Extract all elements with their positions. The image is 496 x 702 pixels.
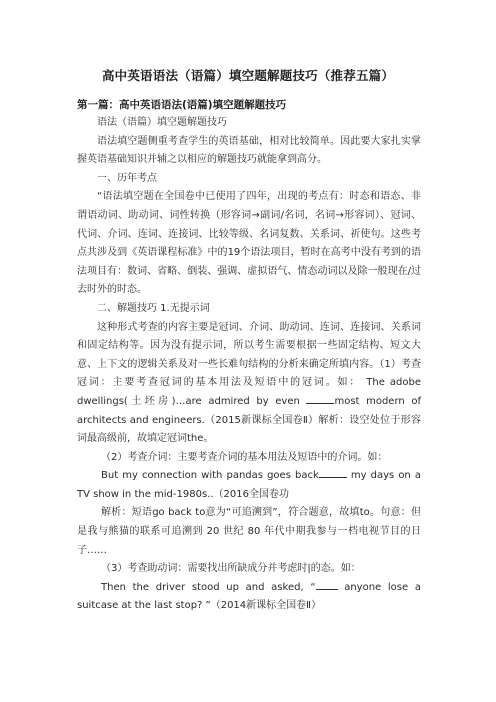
preposition-example [77,467,421,504]
preposition-analysis: 解析：短语go back to意为“可追溯到”，符合题意，故填to。句意：但是我与熊猫的联系可追溯到 20 世纪 80 年代中期我参与一档电视节目的日子…… [77,507,421,556]
history-heading: 一、历年考点 [97,172,157,184]
history-paragraph: “语法填空题在全国卷中已使用了四年，出现的考点有：时态和语态、非谓语动词、助动词、词性转换（形容词→副词/名词，名词→形容词）、冠词、代词、介词、连词、连接词、比较等级、名词复数、关系词、祈使句。这些考点共涉及到《英语课程标准》中的19个语法项目，暂时在高考中没有考到的语法项目有：数词、省略、倒装、强调、虚拟语气、情态动词以及除一般现在/过去时外的时态。 [77,191,421,296]
example-text-part1: Then the driver stood up and asked, “ [101,581,316,593]
auxiliary-example [77,579,421,616]
preposition-heading: （2）考查介词：主要考查介词的基本用法及短语中的介词。如： [101,451,388,463]
blank-line [306,394,334,404]
tips-paragraph [77,319,421,449]
intro-paragraph: 语法填空题侧重考查学生的英语基础，相对比较简单。因此要大家扎实掌握英语基础知识并辅之以相应的解题技巧就能拿到高分。 [77,135,421,166]
example-text-part2: my days on a TV show in the mid-1980s..（2016全国卷功 [77,470,421,500]
example-text-part2: anyone lose a suitcase at the last stop? ”（2014新课标全国卷Ⅱ） [77,581,421,612]
document-body [77,114,421,616]
section-heading: 第一篇：高中英语语法(语篇)填空题解题技巧 [77,99,287,111]
tips-heading: 二、解题技巧 1.无提示词 [97,302,210,314]
example-text-part1: But my connection with pandas goes back [101,470,319,482]
document-title: 高中英语语法（语篇）填空题解题技巧（推荐五篇） [101,68,395,83]
subtitle-paragraph: 语法（语篇）填空题解题技巧 [97,117,227,128]
tips-text-part2: most modern of architects and engineers.（2015新课标全国卷Ⅱ）解析：设空处位于形容词最高级前，故填定冠词the。 [77,395,422,445]
auxiliary-heading: （3）考查助动词：需要找出所缺成分并考虑时|的态。如： [101,563,361,575]
blank-line [316,580,338,590]
tips-text-part1: 这种形式考查的内容主要是冠词、介词、助动词、连词、连接词、关系词和固定结构等。因为没有提示词，所以考生需要根据一些固定结构、短文大意、上下文的逻辑关系及对一些长难句结构的分析来确定所填内容。（1）考查冠词：主要考查冠词的基本用法及短语中的冠词。如： The adobe dwellings(土坯房)…are admired by even [77,321,421,407]
blank-line [319,468,347,478]
